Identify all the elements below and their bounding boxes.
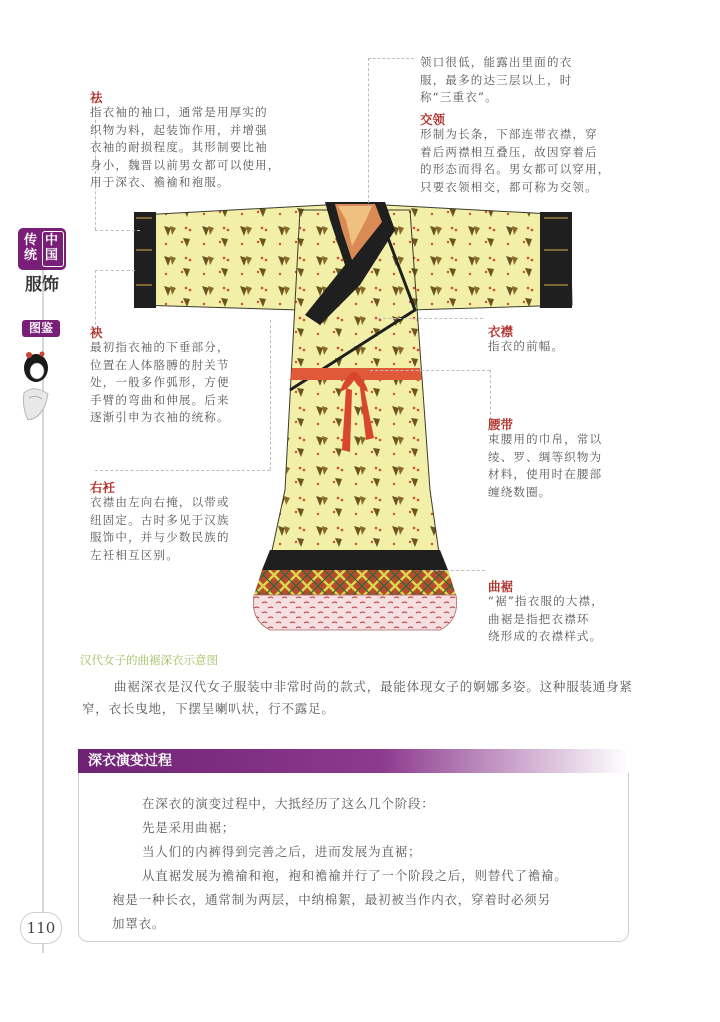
section-line: 加罩衣。 (112, 916, 166, 931)
leader-mei-h (95, 270, 135, 271)
leader-yourent-v (270, 320, 271, 470)
tag-char: 统 (24, 248, 38, 263)
section-line: 当人们的内裤得到完善之后，进而发展为直裾； (142, 844, 422, 859)
section-line: 先是采用曲裾； (142, 820, 236, 835)
tag-char: 中 (45, 233, 59, 248)
series-title: 服饰 (25, 275, 59, 295)
figure-caption: 汉代女子的曲裾深衣示意图 (80, 653, 218, 667)
body-paragraph: 曲裾深衣是汉代女子服装中非常时尚的款式，最能体现女子的婀娜多姿。这种服装通身紧窄，衣长曳地，下摆呈喇叭状，行不露足。 (82, 679, 633, 716)
leader-collar (368, 58, 369, 208)
series-tag (18, 228, 66, 270)
annotation-yaodai-title: 腰带 (488, 417, 514, 432)
section-title: 深衣演变过程 (88, 753, 172, 769)
annotation-quju-title: 曲裾 (488, 579, 514, 594)
annotation-yijin-text: 指衣的前幅。 (488, 339, 565, 353)
tag-char: 传 (24, 233, 38, 248)
series-subtitle: 图鉴 (22, 320, 60, 337)
annotation-mei-text: 最初指衣袖的下垂部分， 位置在人体胳膊的肘关节 处，一般多作弧形，方便 手臂的弯曲和伸展。后来 逐渐引申为衣袖的统称。 (90, 340, 230, 424)
section-line: 从直裾发展为襜褕和袍，袍和襜褕并行了一个阶段之后，则替代了襜褕。 (142, 868, 568, 883)
page-number: 110 (20, 912, 62, 944)
leader-qu-h (95, 230, 140, 231)
annotation-qu-title: 祛 (90, 90, 103, 105)
annotation-yourent-title: 右衽 (90, 480, 116, 495)
annotation-quju-text: “裾”指衣服的大襟， 曲裾是指把衣襟环 绕形成的衣襟样式。 (488, 594, 604, 643)
tag-char: 国 (45, 248, 59, 263)
annotation-yaodai-text: 束腰用的巾帛，常以 绫、罗、绸等织物为 材料，使用时在腰部 缠绕数圈。 (488, 432, 603, 499)
annotation-jiaoling-text: 形制为长条，下部连带衣襟，穿 着后两襟相互叠压，故因穿着后 的形态而得名。男女都可以穿用， 只要衣领相交，都可称为交领。 (420, 127, 611, 194)
section-line: 袍是一种长衣，通常制为两层，中纳棉絮，最初被当作内衣，穿着时必须另 (112, 892, 551, 907)
annotation-collar-text: 领口很低，能露出里面的衣 服，最多的达三层以上，时 称“三重衣”。 (420, 55, 573, 104)
lady-figure-icon (20, 348, 50, 428)
annotation-jiaoling-title: 交领 (420, 112, 446, 127)
annotation-qu-text: 指衣袖的袖口，通常是用厚实的 织物为料，起装饰作用，并增强 衣袖的耐损程度。其形制要比袖 身小，魏晋以前男女都可以使用， 用于深衣、襜褕和袍服。 (90, 105, 281, 189)
annotation-yijin-title: 衣襟 (488, 324, 514, 339)
leader-yaodai-h (370, 370, 490, 371)
leader-collar-h (368, 58, 414, 59)
annotation-yourent-text: 衣襟由左向右掩，以带或 纽固定。古时多见于汉族 服饰中，并与少数民族的 左衽相互区别。 (90, 495, 230, 562)
annotation-mei-title: 袂 (90, 325, 103, 340)
leader-yourent (95, 470, 270, 471)
leader-yijin (378, 318, 483, 319)
leader-quju (430, 570, 485, 571)
section-line: 在深衣的演变过程中，大抵经历了这么几个阶段： (142, 796, 435, 811)
